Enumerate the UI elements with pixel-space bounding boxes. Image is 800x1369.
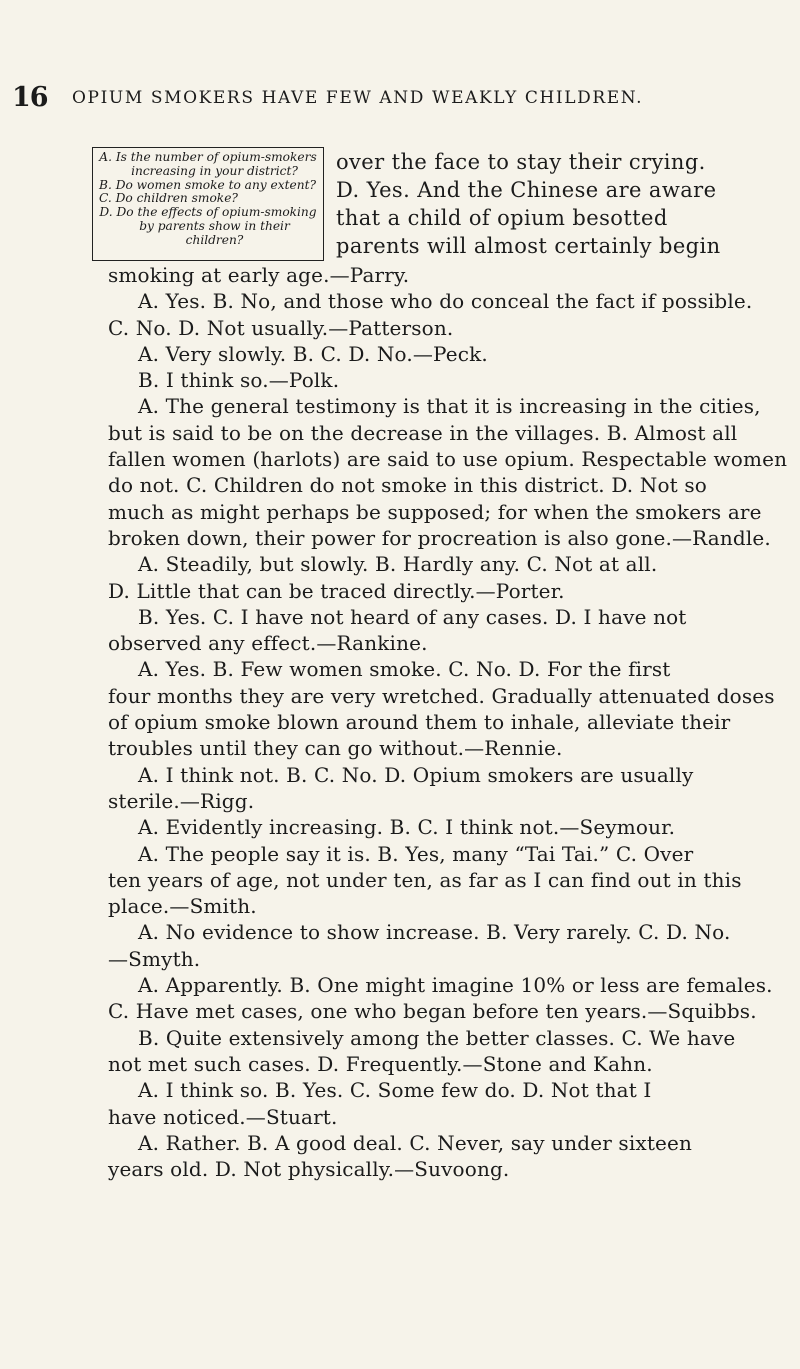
text-line: A. Steadily, but slowly. B. Hardly any. C. Not at all. [138,552,658,577]
text-line: A. Very slowly. B. C. D. No.—Peck. [138,341,488,366]
text-line: observed any effect.—Rankine. [108,631,428,656]
running-head: OPIUM SMOKERS HAVE FEW AND WEAKLY CHILDREN. [72,88,644,108]
text-line: not met such cases. D. Frequently.—Stone and Kahn. [108,1051,653,1076]
text-line: D. Little that can be traced directly.—Porter. [108,578,565,603]
text-line: A. Apparently. B. One might imagine 10% or less are females. [138,973,773,998]
text-line: A. I think not. B. C. No. D. Opium smokers are usually [138,762,694,787]
side-text [336,148,776,260]
text-line: ten years of age, not under ten, as far as I can find out in this [108,867,742,892]
side-line: that a child of opium besotted [336,206,668,230]
text-line: C. No. D. Not usually.—Patterson. [108,315,454,340]
question-a: A. Is the number of opium-smokers increasing in your district? [99,150,317,178]
text-line: B. Yes. C. I have not heard of any cases. D. I have not [138,604,687,629]
question-box [92,147,324,261]
text-line: much as might perhaps be supposed; for when the smokers are [108,499,762,524]
page-header [12,82,772,112]
text-line: B. Quite extensively among the better classes. C. We have [138,1025,736,1050]
text-line: years old. D. Not physically.—Suvoong. [108,1157,510,1182]
text-line: do not. C. Children do not smoke in this district. D. Not so [108,473,707,498]
text-line: A. Yes. B. No, and those who do conceal the fact if possible. [138,289,753,314]
text-line: but is said to be on the decrease in the villages. B. Almost all [108,420,738,445]
text-line: troubles until they can go without.—Rennie. [108,736,563,761]
text-line: have noticed.—Stuart. [108,1104,338,1129]
text-line: sterile.—Rigg. [108,788,255,813]
text-line: broken down, their power for procreation is also gone.—Randle. [108,525,771,550]
text-line: —Smyth. [108,946,201,971]
text-line: place.—Smith. [108,894,257,919]
text-line: A. The people say it is. B. Yes, many “Tai Tai.” C. Over [138,841,694,866]
text-line: A. Yes. B. Few women smoke. C. No. D. For the first [138,657,671,682]
side-line: parents will almost certainly begin [336,234,721,258]
question-b: B. Do women smoke to any extent? [99,177,317,192]
text-line: B. I think so.—Polk. [138,368,340,393]
side-line: over the face to stay their crying. [336,150,706,174]
page-number: 16 [12,82,48,113]
text-line: fallen women (harlots) are said to use opium. Respectable women [108,447,788,472]
text-line: A. I think so. B. Yes. C. Some few do. D. Not that I [138,1078,652,1103]
question-d: D. Do the effects of opium-smoking by parents show in their children? [99,205,317,247]
side-line: D. Yes. And the Chinese are aware [336,178,717,202]
text-line: four months they are very wretched. Gradually attenuated doses [108,683,775,708]
text-line: smoking at early age.—Parry. [108,263,410,287]
text-line: C. Have met cases, one who began before ten years.—Squibbs. [108,999,757,1024]
text-line: of opium smoke blown around them to inhale, alleviate their [108,710,731,735]
body-text [108,262,798,1182]
text-line: A. Evidently increasing. B. C. I think not.—Seymour. [138,815,676,840]
text-line: A. The general testimony is that it is increasing in the cities, [138,394,761,419]
text-line: A. Rather. B. A good deal. C. Never, say under sixteen [138,1130,693,1155]
question-c: C. Do children smoke? [99,191,238,206]
text-line: A. No evidence to show increase. B. Very rarely. C. D. No. [138,920,731,945]
